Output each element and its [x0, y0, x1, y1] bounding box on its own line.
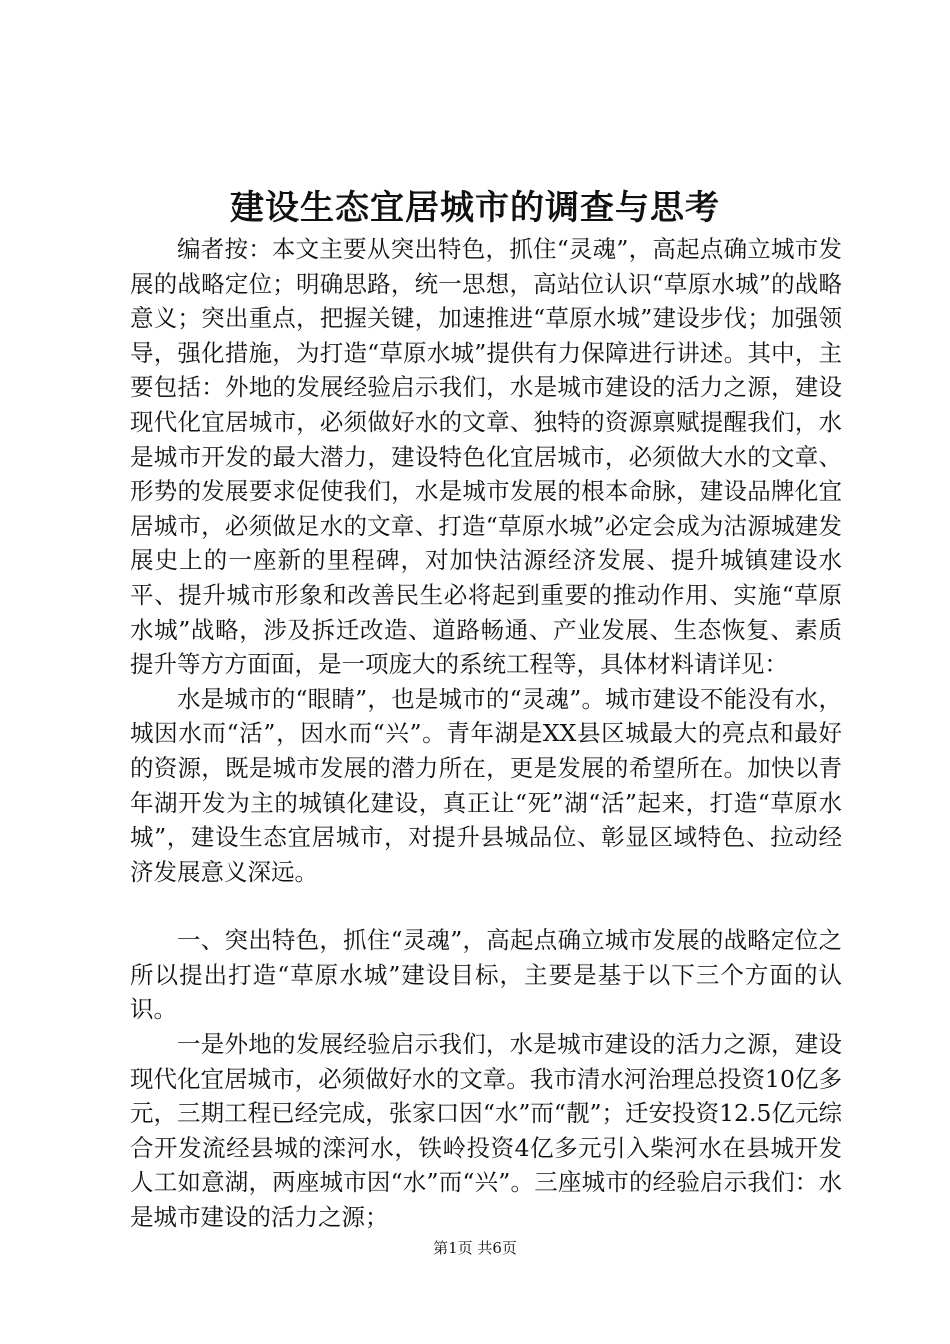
point-one-paragraph: 一是外地的发展经验启示我们，水是城市建设的活力之源，建设现代化宜居城市，必须做好水的文章。我市清水河治理总投资10亿多元，三期工程已经完成，张家口因“水”而“靓”；迁安投资12.5亿元综合开发流经县城的滦河水，铁岭投资4亿多元引入柴河水在县城开发人工如意湖，两座城市因“水”而“兴”。三座城市的经验启示我们：水是城市建设的活力之源； [130, 1030, 842, 1232]
document-body [130, 232, 842, 1235]
page-number-footer: 第1页 共6页 [433, 1239, 517, 1257]
editor-note-paragraph: 编者按：本文主要从突出特色，抓住“灵魂”，高起点确立城市发展的战略定位；明确思路，统一思想，高站位认识“草原水城”的战略意义；突出重点，把握关键，加速推进“草原水城”建设步伐；加强领导，强化措施，为打造“草原水城”提供有力保障进行讲述。其中，主要包括：外地的发展经验启示我们，水是城市建设的活力之源，建设现代化宜居城市，必须做好水的文章、独特的资源禀赋提醒我们，水是城市开发的最大潜力，建设特色化宜居城市，必须做大水的文章、形势的发展要求促使我们，水是城市发展的根本命脉，建设品牌化宜居城市，必须做足水的文章、打造“草原水城”必定会成为沽源城建发展史上的一座新的里程碑，对加快沽源经济发展、提升城镇建设水平、提升城市形象和改善民生必将起到重要的推动作用、实施“草原水城”战略，涉及拆迁改造、道路畅通、产业发展、生态恢复、素质提升等方方面面，是一项庞大的系统工程等，具体材料请详见： [130, 235, 842, 679]
intro-paragraph: 水是城市的“眼睛”，也是城市的“灵魂”。城市建设不能没有水，城因水而“活”，因水而“兴”。青年湖是XX县区城最大的亮点和最好的资源，既是城市发展的潜力所在，更是发展的希望所在。加快以青年湖开发为主的城镇化建设，真正让“死”湖“活”起来，打造“草原水城”，建设生态宜居城市，对提升县城品位、彰显区域特色、拉动经济发展意义深远。 [130, 684, 842, 886]
section-one-heading-paragraph: 一、突出特色，抓住“灵魂”，高起点确立城市发展的战略定位之所以提出打造“草原水城”建设目标，主要是基于以下三个方面的认识。 [130, 926, 842, 1024]
paragraph-spacer [130, 889, 842, 923]
document-title: 建设生态宜居城市的调查与思考 [230, 188, 720, 228]
